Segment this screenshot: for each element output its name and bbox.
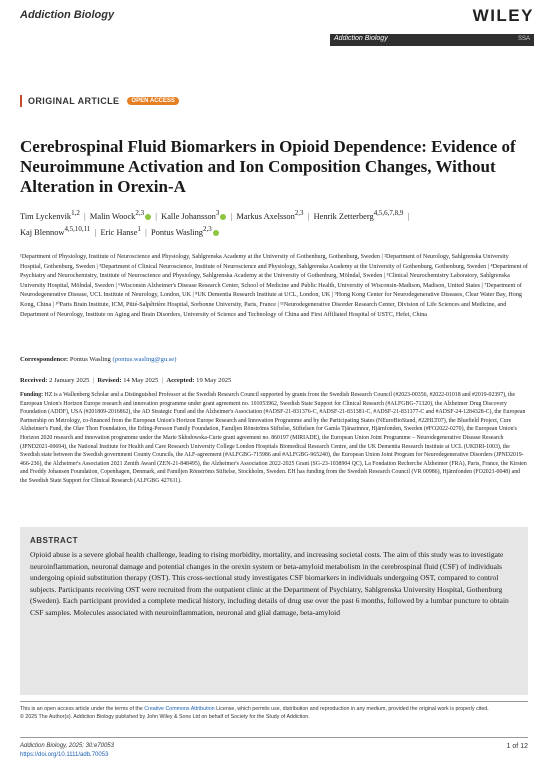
accepted-date: 19 May 2025 <box>196 377 232 384</box>
author[interactable]: Eric Hanse$^1$ <box>100 224 141 237</box>
author[interactable]: Malin Woock$^{2,3}$ <box>90 212 151 221</box>
publisher-logo[interactable]: WILEY <box>472 6 534 25</box>
correspondence-name: Pontus Wasling <box>69 356 111 363</box>
funding-text: HZ is a Wallenberg Scholar and a Distinguished Professor at the Swedish Research Council supported by grants from the Swedish Research Council (#2023-00356, #2022-01018 and #2019-02397), the European Union's Horizon Europe research and innovation programme under grant agreement no. 101053962, Swedish State Support for Clinical Research (#ALFGBG-71320), the Alzheimer Drug Discovery Foundation (ADDF), USA (#201809-2016862), the AD Strategic Fund and the Alzheimer's Association (#ADSF-21-831376-C, #ADSF-21-831381-C, #ADSF-21-831377-C and #ADSF-24-1284328-C), the European Partnership on Metrology, co-financed from the European Union's Horizon Europe Research and Innovation Programme and by the Participating States (NEuroBioStand, #22HLT07), the Bluefield Project, Cure Alzheimer's Fund, the Olav Thon Foundation, the Erling-Persson Family Foundation, Familjen Rönströms Stiftelse, Stiftelsen for Gamla Tjänarinnor, Hjärnfonden, Sweden (#FO2022-0270), the European Union's Horizon 2020 research and innovation programme under the Marie Skłodowska-Curie grant agreement no. 860197 (MIRIADE), the European Union Joint Programme – Neurodegenerative Disease Research (JPND2021-00694), the National Institute for Health and Care Research University College London Hospitals Biomedical Research Centre, and the UK Dementia Research Institute at UCL (UKDRI-1003), the Swedish state between the Swedish government County Councils, the ALF-agreement (#ALFGBG-715986 and #ALFGBG-965240), the European Union Joint Program for Neurodegenerative Disorders (JPND2019-466-236), the Alzheimer's Association 2021 Zenith Award (ZEN-21-848495), the Alzheimer's Association 2022-2025 Grant (SG-23-1038904 QC), La Fondation Recherche Alzheimer (FRA), Paris, France, the Kirsten and Freddy Johansen Foundation, Copenhagen, Denmark, and Familjen Rönströms Stiftelse, Stockholm, Sweden. EH has funding from the Swedish Research Council (VR 00986), Hjärnfonden (FO2021-0048) and the Swedish State Support for Clinical Research (ALFGBG 427611). <box>20 392 527 484</box>
author[interactable]: Tim Lyckenvik$^{1,2}$ <box>20 209 80 221</box>
divider <box>20 737 528 738</box>
author-list: Tim Lyckenvik$^{1,2}$ | Malin Woock$^{2,3}$ | Kalle Johansson$^3$ | Markus Axelsson$^{2,3}$ | Henrik Zetterberg$^{4,5,6,7,8,9}$ | Kaj Blennow$^{4,5,10,11}$ | Eric Hanse$^1$ | Pontus Wasling$^{2,3}$ <box>20 209 410 237</box>
revised-date: 14 May 2025 <box>123 377 159 384</box>
author[interactable]: Kalle Johansson$^3$ <box>161 212 226 221</box>
received-date: 2 January 2025 <box>49 377 90 384</box>
correspondence-email[interactable]: (pontus.wasling@gu.se) <box>112 356 177 363</box>
correspondence: Correspondence: Pontus Wasling (pontus.wasling@gu.se) <box>20 356 177 363</box>
citation-text: Addiction Biology, 2025; 30:e70053 <box>20 743 114 749</box>
copyright: © 2025 The Author(s). Addiction Biology published by John Wiley & Sons Ltd on behalf of Society for the Study of Addiction. <box>20 714 310 720</box>
author[interactable]: Pontus Wasling$^{2,3}$ <box>151 228 219 237</box>
divider <box>20 701 528 702</box>
article-dates: Received: 2 January 2025 | Revised: 14 May 2025 | Accepted: 19 May 2025 <box>20 377 232 384</box>
cc-license-link[interactable]: Creative Commons Attribution <box>144 706 215 712</box>
society-logo: SSA <box>517 36 530 42</box>
article-title: Cerebrospinal Fluid Biomarkers in Opioid Dependence: Evidence of Neuroimmune Activation and Ion Composition Changes, Without Alteration in Orexin-A <box>20 137 516 196</box>
doi-link[interactable]: https://doi.org/10.1111/adb.70053 <box>20 752 109 758</box>
banner-journal-logo: Addiction Biology <box>334 35 388 42</box>
license-notice: This is an open access article under the terms of the Creative Commons Attribution License, which permits use, distribution and reproduction in any medium, provided the original work is properly cited. © 2025 The Author(s). Addiction Biology published by John Wiley & Sons Ltd on behalf of Society for the Study of Addiction. <box>20 706 489 720</box>
article-type <box>20 95 179 107</box>
funding-statement: Funding: HZ is a Wallenberg Scholar and a Distinguished Professor at the Swedish Research Council supported by grants from the Swedish Research Council (#2023-00356, #2022-01018 and #2019-02397), the European Union's Horizon Europe research and innovation programme under grant agreement no. 101053962, Swedish State Support for Clinical Research (#ALFGBG-71320), the Alzheimer Drug Discovery Foundation (ADDF), USA (#201809-2016862), the AD Strategic Fund and the Alzheimer's Association (#ADSF-21-831376-C, #ADSF-21-831381-C, #ADSF-21-831377-C and #ADSF-24-1284328-C), the European Partnership on Metrology, co-financed from the European Union's Horizon Europe Research and Innovation Programme and by the Participating States (NEuroBioStand, #22HLT07), the Bluefield Project, Cure Alzheimer's Fund, the Olav Thon Foundation, the Erling-Persson Family Foundation, Familjen Rönströms Stiftelse, Stiftelsen for Gamla Tjänarinnor, Hjärnfonden, Sweden (#FO2022-0270), the European Union's Horizon 2020 research and innovation programme under the Marie Skłodowska-Curie grant agreement no. 860197 (MIRIADE), the European Union Joint Programme – Neurodegenerative Disease Research (JPND2021-00694), the National Institute for Health and Care Research University College London Hospitals Biomedical Research Centre, and the UK Dementia Research Institute at UCL (UKDRI-1003), the Swedish state between the Swedish government County Councils, the ALF-agreement (#ALFGBG-715986 and #ALFGBG-965240), the European Union Joint Program for Neurodegenerative Disorders (JPND2019-466-236), the Alzheimer's Association 2021 Zenith Award (ZEN-21-848495), the Alzheimer's Association 2022-2025 Grant (SG-23-1038904 QC), La Fondation Recherche Alzheimer (FRA), Paris, France, the Kirsten and Freddy Johansen Foundation, Copenhagen, Denmark, and Familjen Rönströms Stiftelse, Stockholm, Sweden. EH has funding from the Swedish Research Council (VR 00986), Hjärnfonden (FO2021-0048) and the Swedish State Support for Clinical Research (ALFGBG 427611). <box>20 392 527 484</box>
orcid-icon[interactable] <box>220 214 226 220</box>
journal-name[interactable]: Addiction Biology <box>20 9 115 21</box>
open-access-badge: OPEN ACCESS <box>127 97 178 105</box>
author[interactable]: Kaj Blennow$^{4,5,10,11}$ <box>20 224 91 237</box>
page-number: 1 of 12 <box>506 743 528 750</box>
author[interactable]: Markus Axelsson$^{2,3}$ <box>236 209 304 221</box>
accent-bar <box>20 95 22 107</box>
affiliations: ¹Department of Physiology, Institute of Neuroscience and Physiology, Sahlgrenska Academy at the University of Gothenburg, Gothenburg, Sweden | ²Department of Neurology, Sahlgrenska University Hospital, Gothenburg, Sweden | ³Department of Clinical Neuroscience, Institute of Neuroscience and Physiology, Sahlgrenska Academy at the University of Gothenburg, Gothenburg, Sweden | ⁴Department of Psychiatry and Neurochemistry, Institute of Neuroscience and Physiology, Sahlgrenska Academy at the University of Gothenburg, Mölndal, Sweden | ⁵Clinical Neurochemistry Laboratory, Sahlgrenska University Hospital, Mölndal, Sweden | ⁶Wisconsin Alzheimer's Disease Research Center, School of Medicine and Public Health, University of Wisconsin-Madison, Madison, United States | ⁷Department of Neurodegenerative Disease, UCL Institute of Neurology, London, UK | ⁸UK Dementia Research Institute at UCL, London, UK | ⁹Hong Kong Center for Neurodegenerative Diseases, Clear Water Bay, Hong Kong, China | ¹⁰Paris Brain Institute, ICM, Pitié-Salpêtrière Hospital, Sorbonne University, Paris, France | ¹¹Neurodegenerative Disorder Research Center, Division of Life Sciences and Medicine, and Department of Neurology, Institute on Aging and Brain Disorders, University of Science and Technology of China and First Affiliated Hospital of USTC, Hefei, China <box>20 254 528 318</box>
page-header <box>20 6 534 30</box>
journal-banner <box>330 34 534 46</box>
orcid-icon[interactable] <box>145 214 151 220</box>
orcid-icon[interactable] <box>213 230 219 236</box>
abstract-box <box>20 527 528 695</box>
abstract-heading: ABSTRACT <box>30 536 78 545</box>
author[interactable]: Henrik Zetterberg$^{4,5,6,7,8,9}$ <box>313 209 404 221</box>
citation <box>20 742 114 760</box>
abstract-text: Opioid abuse is a severe global health challenge, leading to rising morbidity, mortality, and increasing societal costs. The aim of this study was to investigate neuroinflammation, neuronal damage and potential changes in the orexin system or beta-amyloid metabolism in the cerebrospinal fluid (CSF) of individuals undergoing opioid substitution therapy (OST). This cross-sectional study investigates CSF biomarkers in individuals undergoing OST, compared to control subjects. Participants receiving OST were recruited from the outpatient clinic at the Department of Psychiatry, Sahlgrenska University Hospital, Gothenburg (Sweden). Each participant provided a complete medical history, including details of drug use over the past 6 months, followed by a lumbar puncture to obtain CSF samples. Molecules associated with neuroinflammation, neuronal and glial damage, beta-amyloid <box>30 550 509 617</box>
article-type-label: ORIGINAL ARTICLE <box>28 96 120 106</box>
